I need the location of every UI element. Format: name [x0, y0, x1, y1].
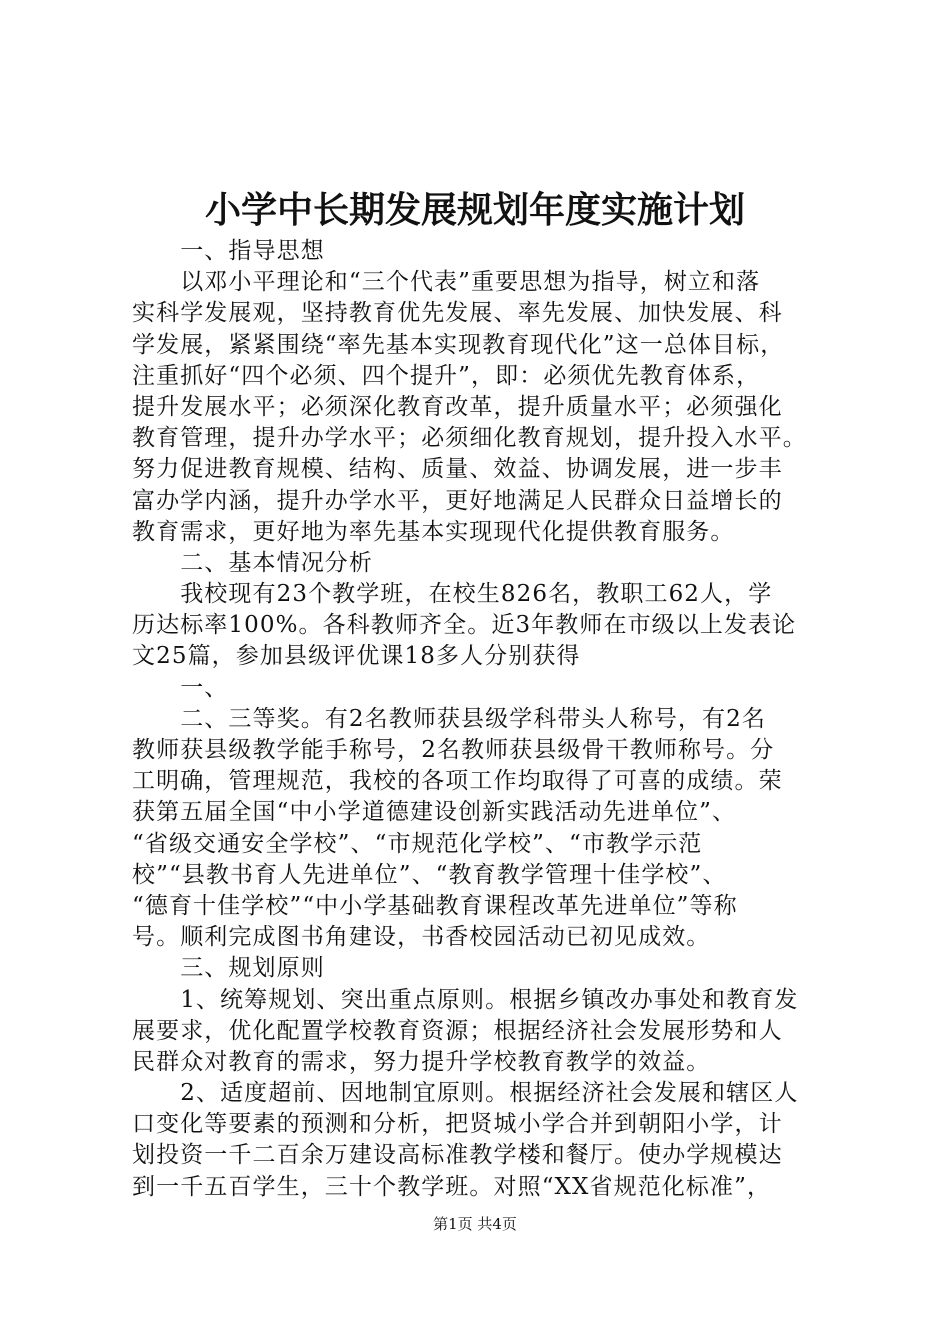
body-line: 教育需求，更好地为率先基本实现现代化提供教育服务。 [132, 518, 735, 545]
body-line: 文25篇，参加县级评优课18多人分别获得 [132, 643, 581, 670]
body-line: 号。顺利完成图书角建设，书香校园活动已初见成效。 [132, 924, 711, 951]
body-line: 学发展，紧紧围绕“率先基本实现教育现代化”这一总体目标， [132, 331, 785, 358]
document-body [132, 236, 832, 1203]
body-line: “德育十佳学校”“中小学基础教育课程改革先进单位”等称 [132, 892, 738, 919]
body-line: 校”“县教书育人先进单位”、“教育教学管理十佳学校”、 [132, 861, 727, 888]
body-line: 二、三等奖。有2名教师获县级学科带头人称号，有2名 [132, 705, 766, 732]
body-line: 二、基本情况分析 [132, 549, 373, 576]
body-line: 三、规划原则 [132, 955, 325, 982]
page-footer: 第1页 共4页 [433, 1215, 517, 1233]
body-line: 提升发展水平；必须深化教育改革，提升质量水平；必须强化 [132, 393, 783, 420]
body-line: 我校现有23个教学班，在校生826名，教职工62人，学 [132, 581, 773, 608]
body-line: 民群众对教育的需求，努力提升学校教育教学的效益。 [132, 1048, 711, 1075]
body-line: 1、统筹规划、突出重点原则。根据乡镇改办事处和教育发 [132, 986, 799, 1013]
body-line: 实科学发展观，坚持教育优先发展、率先发展、加快发展、科 [132, 300, 783, 327]
body-line: 到一千五百学生，三十个教学班。对照“XX省规范化标准”， [132, 1173, 772, 1200]
body-line: 历达标率100%。各科教师齐全。近3年教师在市级以上发表论 [132, 612, 797, 639]
body-line: 展要求，优化配置学校教育资源；根据经济社会发展形势和人 [132, 1017, 783, 1044]
body-line: 划投资一千二百余万建设高标准教学楼和餐厅。使办学规模达 [132, 1142, 783, 1169]
body-line: 2、适度超前、因地制宜原则。根据经济社会发展和辖区人 [132, 1080, 799, 1107]
body-line: 教师获县级教学能手称号，2名教师获县级骨干教师称号。分 [132, 737, 775, 763]
body-line: 工明确，管理规范，我校的各项工作均取得了可喜的成绩。荣 [132, 768, 783, 795]
body-line: “省级交通安全学校”、“市规范化学校”、“市教学示范 [132, 830, 703, 857]
body-line: 努力促进教育规模、结构、质量、效益、协调发展，进一步丰 [132, 456, 783, 483]
document-title: 小学中长期发展规划年度实施计划 [204, 189, 745, 231]
body-line: 教育管理，提升办学水平；必须细化教育规划，提升投入水平。 [132, 425, 807, 452]
body-line: 注重抓好“四个必须、四个提升”，即：必须优先教育体系， [132, 362, 761, 389]
body-line: 富办学内涵，提升办学水平，更好地满足人民群众日益增长的 [132, 487, 783, 514]
body-line: 一、 [132, 674, 229, 701]
body-line: 口变化等要素的预测和分析，把贤城小学合并到朝阳小学，计 [132, 1111, 783, 1138]
body-line: 获第五届全国“中小学道德建设创新实践活动先进单位”、 [132, 799, 737, 826]
body-line: 一、指导思想 [132, 238, 325, 264]
body-line: 以邓小平理论和“三个代表”重要思想为指导，树立和落 [132, 269, 761, 296]
